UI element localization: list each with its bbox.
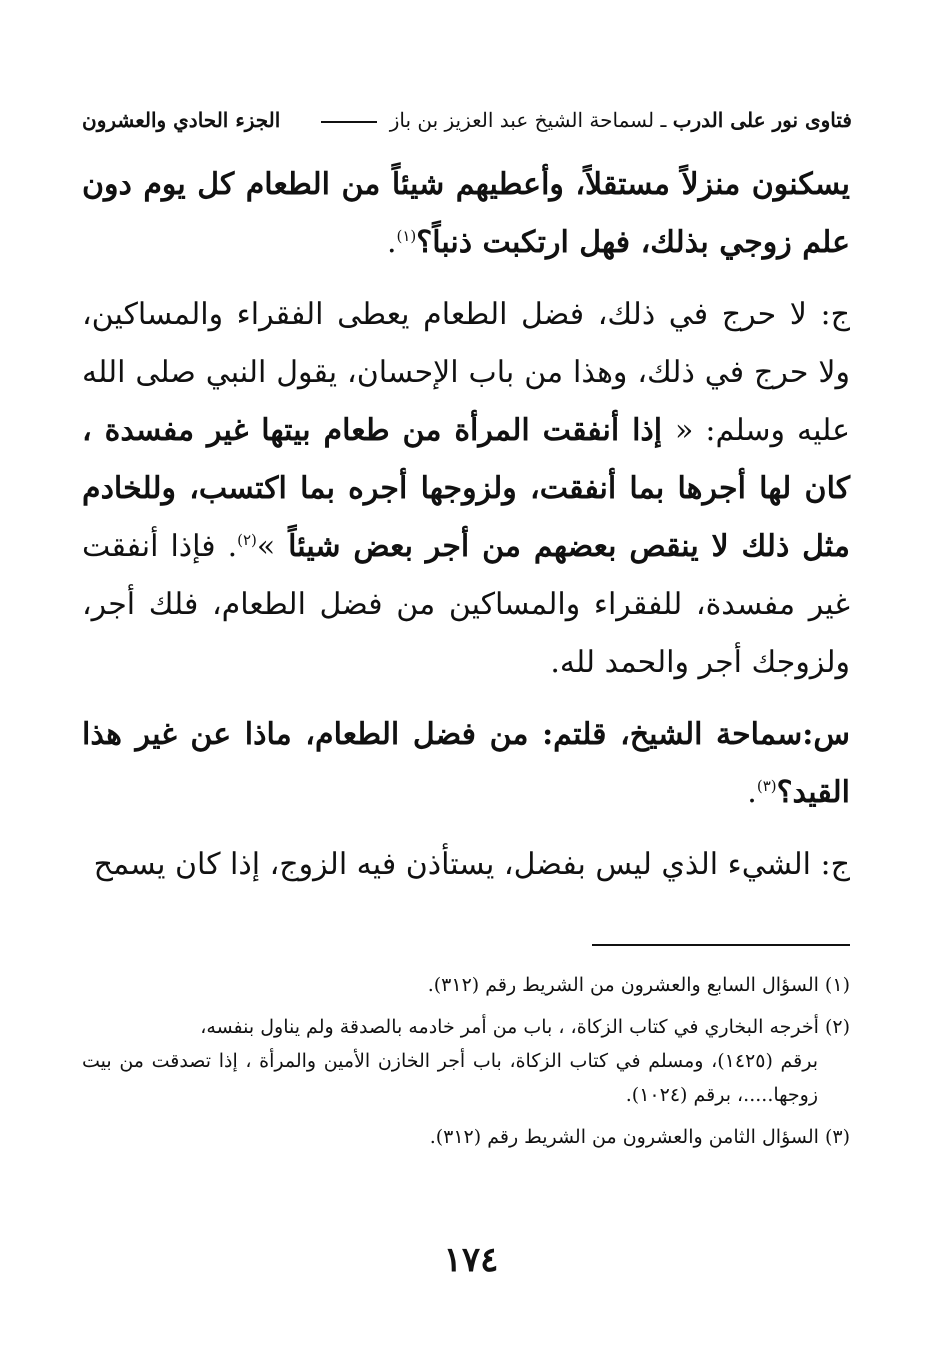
answer-paragraph-2 [82,836,850,894]
question-1-text: يسكنون منزلاً مستقلاً، وأعطيهم شيئاً من الطعام كل يوم دون علم زوجي بذلك، فهل ارتكبت ذنباً؟ [82,167,850,260]
footnote-2 [82,1010,850,1112]
footnote-ref-3: (٣) [756,777,777,795]
question-paragraph-1 [82,156,850,272]
footnotes [82,968,850,1162]
question-paragraph-2 [82,706,850,822]
header-volume: الجزء الحادي والعشرون [82,108,281,132]
footnote-2-continuation: برقم (١٤٢٥)، ومسلم في كتاب الزكاة، باب أجر الخازن الأمين والمرأة ، إذا تصدقت من بيت زوجها.....، برقم (١٠٢٤). [82,1050,818,1106]
footnote-ref-2: (٢) [237,531,257,549]
running-header [82,104,852,136]
header-left-group [315,104,852,136]
hadith-text: إذا أنفقت المرأة من طعام بيتها غير مفسدة ، كان لها أجرها بما أنفقت، ولزوجها أجره بما اكتسب، وللخادم مثل ذلك لا ينقص بعضهم من أجر بعض شيئاً [82,413,851,564]
header-author: ـ لسماحة الشيخ عبد العزيز بن باز [389,108,667,132]
answer-1-intro: ج: لا حرج في ذلك، فضل الطعام يعطى الفقراء والمساكين، ولا حرج في ذلك، وهذا من باب الإحسان، يقول النبي صلى الله عليه وسلم: « [82,297,850,448]
header-book-title: فتاوى نور على الدرب [672,108,852,132]
answer-2-text: ج: الشيء الذي ليس بفضل، يستأذن فيه الزوج، إذا كان يسمح [93,847,850,882]
page-number: ١٧٤ [443,1240,499,1280]
hadith-close-quote: » [256,529,276,564]
header-rule [321,121,377,123]
question-2-end: . [747,775,757,810]
main-text [82,156,850,894]
answer-1-rest: . فإذا أنفقت غير مفسدة، للفقراء والمساكين من فضل الطعام، فلك أجر، ولزوجك أجر والحمد لله. [82,529,850,680]
footnote-ref-1: (١) [396,227,417,245]
footnote-separator [592,944,850,946]
question-1-end: . [386,225,397,260]
question-2-text: س:سماحة الشيخ، قلتم: من فضل الطعام، ماذا عن غير هذا القيد؟ [82,717,850,810]
footnote-3: (٣) السؤال الثامن والعشرون من الشريط رقم (٣١٢). [429,1126,850,1148]
footnote-1: (١) السؤال السابع والعشرون من الشريط رقم (٣١٢). [427,974,850,996]
answer-paragraph-1 [82,286,850,692]
footnote-2-line-1: (٢) أخرجه البخاري في كتاب الزكاة، ، باب من أمر خادمه بالصدقة ولم يناول بنفسه، [200,1016,850,1038]
